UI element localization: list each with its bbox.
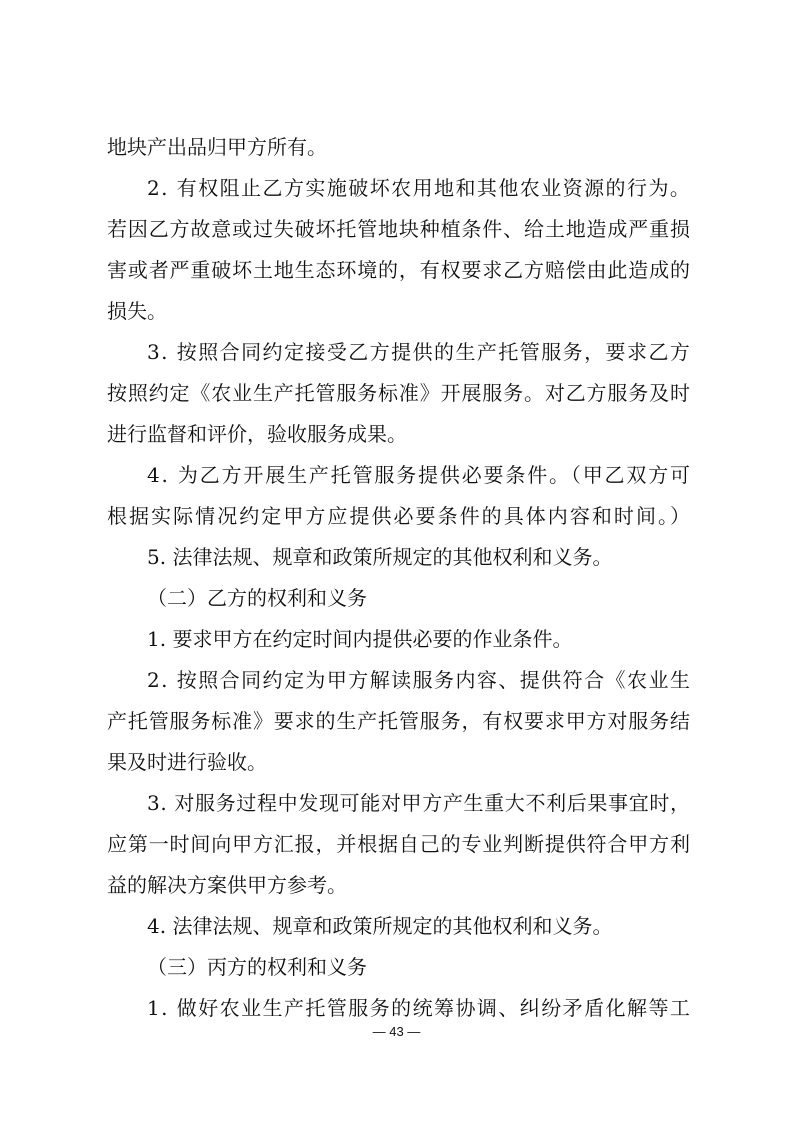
line-text: 3. 对服务过程中发现可能对甲方产生重大不利后果事宜时， xyxy=(147,791,691,815)
line-text: 果及时进行验收。 xyxy=(107,750,267,774)
line-text: 产托管服务标准》要求的生产托管服务，有权要求甲方对服务结 xyxy=(107,709,691,733)
paragraph-line xyxy=(0,496,793,536)
page-number: — 43 — xyxy=(372,1024,421,1039)
paragraph-line xyxy=(0,742,793,782)
paragraph-line xyxy=(0,619,793,659)
line-text: 1. 做好农业生产托管服务的统筹协调、纠纷矛盾化解等工 xyxy=(147,996,692,1020)
line-text: 4. 为乙方开展生产托管服务提供必要条件。（甲乙双方可 xyxy=(147,463,692,487)
line-text: 应第一时间向甲方汇报，并根据自己的专业判断提供符合甲方利 xyxy=(107,832,691,856)
line-text: 进行监督和评价，验收服务成果。 xyxy=(107,422,407,446)
paragraph-line xyxy=(0,906,793,946)
paragraph-line xyxy=(0,209,793,249)
section-heading xyxy=(0,578,793,618)
line-text: 若因乙方故意或过失破坏托管地块种植条件、给土地造成严重损 xyxy=(107,217,691,241)
line-text: 按照约定《农业生产托管服务标准》开展服务。对乙方服务及时 xyxy=(107,381,691,405)
line-text: 害或者严重破坏土地生态环境的，有权要求乙方赔偿由此造成的 xyxy=(107,258,691,282)
line-text: （二）乙方的权利和义务 xyxy=(147,586,367,610)
line-text: 1. 要求甲方在约定时间内提供必要的作业条件。 xyxy=(147,627,573,651)
line-text: 根据实际情况约定甲方应提供必要条件的具体内容和时间。） xyxy=(107,504,693,528)
line-text: 5. 法律法规、规章和政策所规定的其他权利和义务。 xyxy=(147,545,613,569)
paragraph-line xyxy=(0,865,793,905)
paragraph-line xyxy=(0,824,793,864)
line-text: 地块产出品归甲方所有。 xyxy=(107,135,327,159)
paragraph-line xyxy=(0,168,793,208)
paragraph-line xyxy=(0,250,793,290)
paragraph-line xyxy=(0,660,793,700)
section-heading xyxy=(0,947,793,987)
paragraph-line xyxy=(0,291,793,331)
line-text: 2. 有权阻止乙方实施破坏农用地和其他农业资源的行为。 xyxy=(147,176,692,200)
paragraph-line xyxy=(0,414,793,454)
line-text: 损失。 xyxy=(107,299,167,323)
line-text: 4. 法律法规、规章和政策所规定的其他权利和义务。 xyxy=(147,914,613,938)
paragraph-line xyxy=(0,537,793,577)
paragraph-line xyxy=(0,127,793,167)
paragraph-line xyxy=(0,332,793,372)
line-text: 3. 按照合同约定接受乙方提供的生产托管服务，要求乙方 xyxy=(147,340,692,364)
line-text: （三）丙方的权利和义务 xyxy=(147,955,367,979)
paragraph-line xyxy=(0,455,793,495)
paragraph-line xyxy=(0,373,793,413)
line-text: 益的解决方案供甲方参考。 xyxy=(107,873,347,897)
line-text: 2. 按照合同约定为甲方解读服务内容、提供符合《农业生 xyxy=(147,668,692,692)
paragraph-line xyxy=(0,783,793,823)
paragraph-line xyxy=(0,701,793,741)
